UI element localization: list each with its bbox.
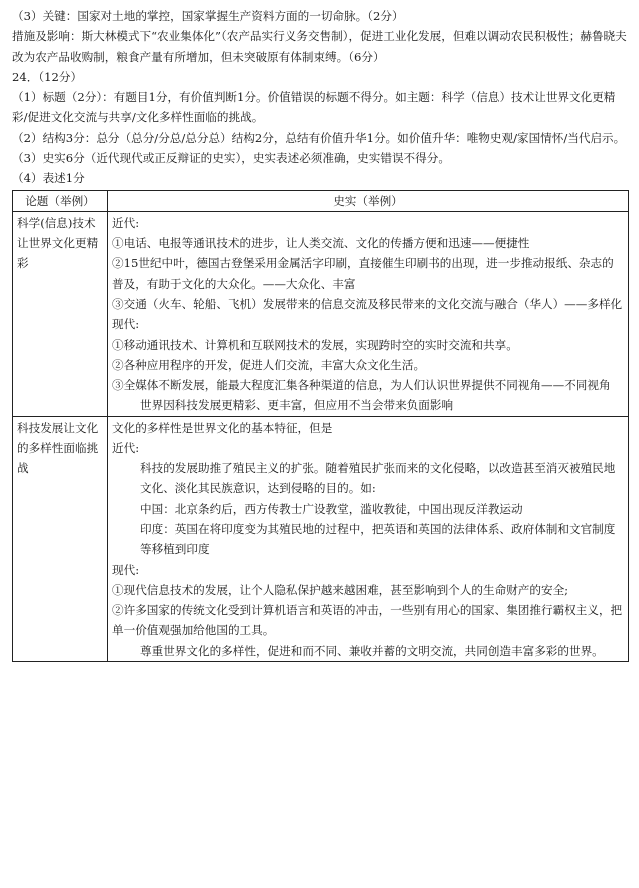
- header-topic: 论题（举例）: [13, 190, 108, 211]
- list-item: 文化的多样性是世界文化的基本特征，但是: [112, 420, 333, 435]
- example-table: [12, 190, 629, 662]
- answer-3-measures: 措施及影响：斯大林模式下“农业集体化”（农产品实行义务交售制），促进工业化发展，但难以调动农民积极性；赫鲁晓夫改为农产品收购制，粮食产量有所增加，但未突破原有体制束缚。（6分）: [12, 29, 627, 64]
- q24-part4-expression: （4）表述1分: [12, 171, 85, 186]
- answer-3-key: （3）关键：国家对土地的掌控，国家掌握生产资料方面的一切命脉。（2分）: [12, 9, 404, 23]
- list-item: 现代:: [112, 317, 140, 332]
- list-item: ②许多国家的传统文化受到计算机语言和英语的冲击，一些别有用心的国家、集团推行霸权主义，把单一价值观强加给他国的工具。: [112, 603, 623, 638]
- list-item: 世界因科技发展更精彩、更丰富，但应用不当会带来负面影响: [140, 398, 454, 413]
- row1-facts: [108, 211, 629, 416]
- q24-part3-facts: （3）史实6分（近代现代或正反辩证的史实），史实表述必须准确，史实错误不得分。: [12, 150, 450, 165]
- table-header-row: [13, 190, 629, 211]
- list-item: ③交通（火车、轮船、飞机）发展带来的信息交流及移民带来的文化交流与融合（华人）——多样化: [112, 296, 623, 311]
- row1-topic: 科学(信息)技术让世界文化更精彩: [13, 211, 108, 416]
- list-item: ①移动通讯技术、计算机和互联网技术的发展，实现跨时空的实时交流和共享。: [112, 337, 518, 352]
- list-item: ①电话、电报等通讯技术的进步，让人类交流、文化的传播方便和迅速——便捷性: [112, 236, 530, 251]
- list-item: 印度：英国在将印度变为其殖民地的过程中，把英语和英国的法律体系、政府体制和文官制度等移植到印度: [140, 522, 616, 557]
- list-item: 近代:: [112, 440, 140, 455]
- list-item: 现代:: [112, 562, 140, 577]
- list-item: 尊重世界文化的多样性，促进和而不同、兼收并蓄的文明交流，共同创造丰富多彩的世界。: [140, 643, 604, 658]
- question-24-heading: 24．（12分）: [12, 69, 83, 84]
- list-item: ②15世纪中叶，德国古登堡采用金属活字印刷，直接催生印刷书的出现，进一步推动报纸、杂志的普及，有助于文化的大众化。——大众化、丰富: [112, 256, 614, 291]
- list-item: 科技的发展助推了殖民主义的扩张。随着殖民扩张而来的文化侵略，以改造甚至消灭被殖民地文化、淡化其民族意识，达到侵略的目的。如:: [140, 461, 616, 496]
- q24-part2-structure: （2）结构3分：总分（总分/分总/总分总）结构2分，总结有价值升华1分。如价值升华：唯物史观/家国情怀/当代启示。: [12, 130, 626, 145]
- list-item: 近代:: [112, 215, 140, 230]
- list-item: ③全媒体不断发展，能最大程度汇集各种渠道的信息，为人们认识世界提供不同视角——不同视角: [112, 378, 611, 393]
- table-row: [13, 211, 629, 416]
- row2-facts: [108, 416, 629, 661]
- list-item: ②各种应用程序的开发，促进人们交流，丰富大众文化生活。: [112, 357, 426, 372]
- table-row: [13, 416, 629, 661]
- q24-part1-title: （1）标题（2分）：有题目1分，有价值判断1分。价值错误的标题不得分。如主题：科学（信息）技术让世界文化更精彩/促进文化交流与共享/文化多样性面临的挑战。: [12, 90, 616, 125]
- list-item: ①现代信息技术的发展，让个人隐私保护越来越困难，甚至影响到个人的生命财产的安全;: [112, 582, 569, 597]
- header-facts: 史实（举例）: [108, 190, 629, 211]
- row2-topic: 科技发展让文化的多样性面临挑战: [13, 416, 108, 661]
- list-item: 中国：北京条约后，西方传教士广设教堂，滥收教徒，中国出现反洋教运动: [140, 501, 523, 516]
